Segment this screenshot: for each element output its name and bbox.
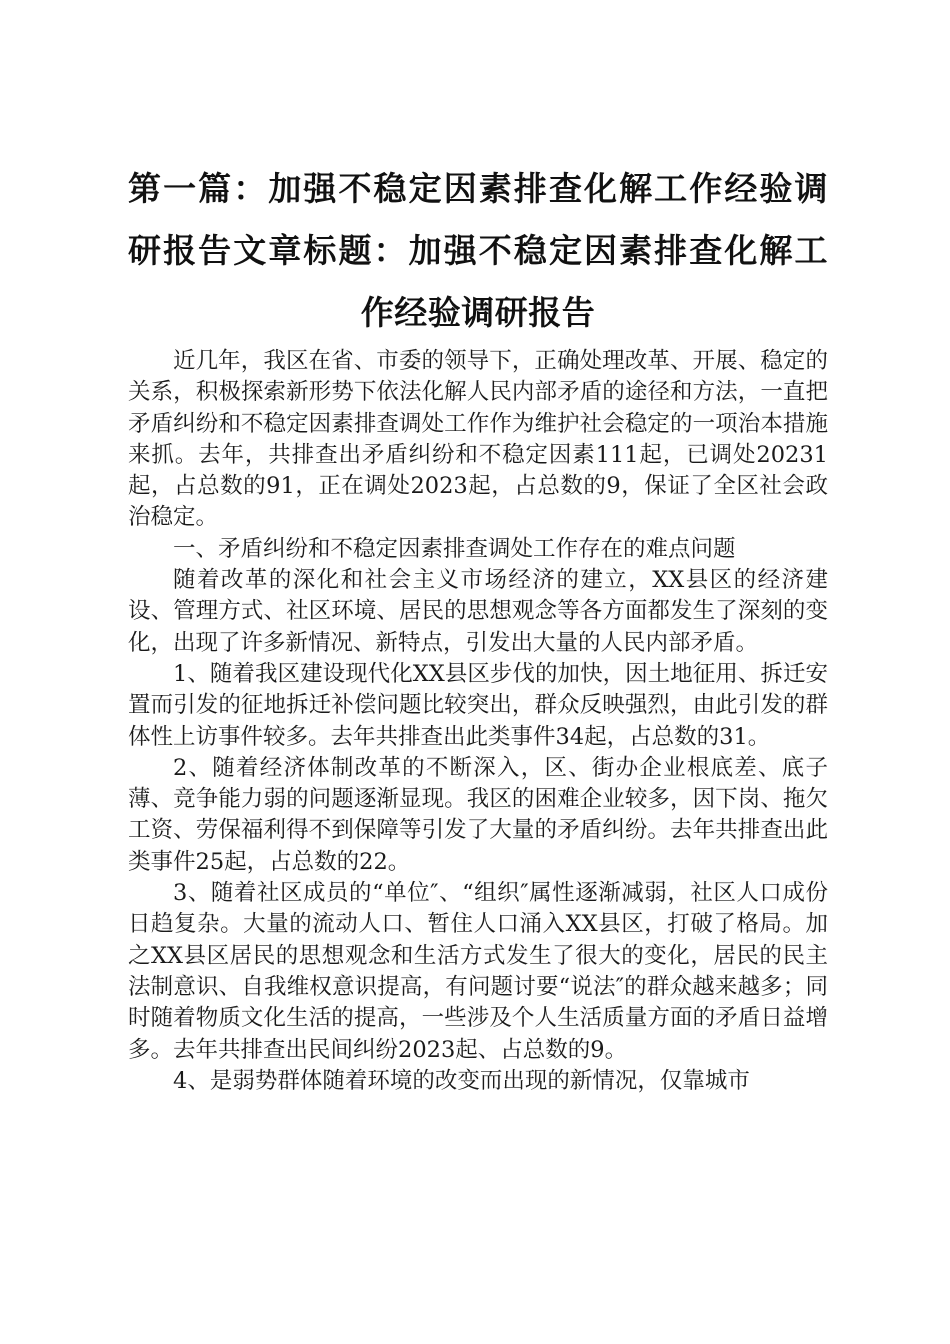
paragraph-background: 随着改革的深化和社会主义市场经济的建立，XX县区的经济建设、管理方式、社区环境、居民的思想观念等各方面都发生了深刻的变化，出现了许多新情况、新特点，引发出大量的人民内部矛盾。 bbox=[128, 567, 828, 656]
paragraph-intro: 近几年，我区在省、市委的领导下，正确处理改革、开展、稳定的关系，积极探索新形势下依法化解人民内部矛盾的途径和方法，一直把矛盾纠纷和不稳定因素排查调处工作作为维护社会稳定的一项治本措施来抓。去年，共排查出矛盾纠纷和不稳定因素111起，已调处20231起，占总数的91，正在调处2023起，占总数的9，保证了全区社会政治稳定。 bbox=[128, 348, 828, 531]
document-title: 第一篇：加强不稳定因素排查化解工作经验调研报告文章标题：加强不稳定因素排查化解工作经验调研报告 bbox=[128, 169, 828, 332]
section-heading: 一、矛盾纠纷和不稳定因素排查调处工作存在的难点问题 bbox=[173, 535, 736, 562]
paragraph-point-3: 3、随着社区成员的“单位″、“组织″属性逐渐减弱，社区人口成份日趋复杂。大量的流动人口、暂住人口涌入XX县区，打破了格局。加之XX县区居民的思想观念和生活方式发生了很大的变化，居民的民主法制意识、自我维权意识提高，有问题讨要“说法″的群众越来越多；同时随着物质文化生活的提高，一些涉及个人生活质量方面的矛盾日益增多。去年共排查出民间纠纷2023起、占总数的9。 bbox=[128, 880, 828, 1063]
paragraph-point-1: 1、随着我区建设现代化XX县区步伐的加快，因土地征用、拆迁安置而引发的征地拆迁补偿问题比较突出，群众反映强烈，由此引发的群体性上访事件较多。去年共排查出此类事件34起，占总数的31。 bbox=[128, 660, 828, 750]
paragraph-point-4: 4、是弱势群体随着环境的改变而出现的新情况，仅靠城市 bbox=[173, 1067, 750, 1094]
document-body bbox=[128, 346, 828, 1097]
paragraph-point-2: 2、随着经济体制改革的不断深入，区、街办企业根底差、底子薄、竞争能力弱的问题逐渐显现。我区的困难企业较多，因下岗、拖欠工资、劳保福利得不到保障等引发了大量的矛盾纠纷。去年共排查出此类事件25起，占总数的22。 bbox=[128, 754, 828, 875]
document-page bbox=[128, 158, 828, 1097]
